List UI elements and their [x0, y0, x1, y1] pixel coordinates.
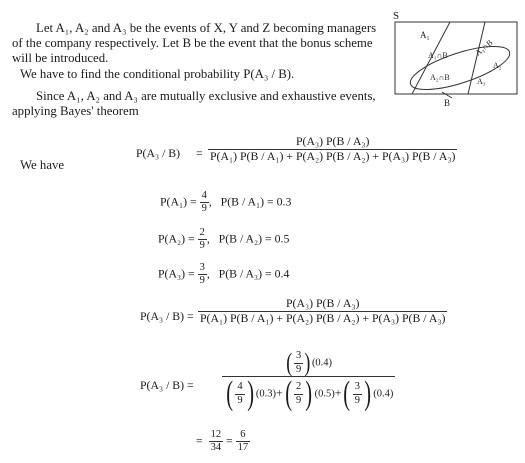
given-row-2: P(A₂) = $\frac{2}{9}$ , P(B / A₂) = 0.5 [158, 227, 290, 252]
sub-plus-1: + [276, 385, 283, 400]
given-1-p: P(A₁) = [160, 194, 197, 209]
venn-a1b-label: A₁∩B [428, 51, 448, 60]
result-f1-den: 34 [210, 442, 222, 454]
venn-a2b-label: A₂∩B [430, 73, 450, 82]
given-1-cond: P(B / A₁) = 0.3 [220, 194, 292, 209]
sub-plus-2: + [334, 385, 342, 400]
result-f2-num: 6 [240, 429, 246, 440]
we-have-label: We have [20, 158, 65, 172]
bayes2-formula [198, 297, 447, 325]
sub-t3-num: 3 [354, 381, 360, 393]
venn-a2-label: A₂ [493, 61, 502, 70]
sub-n-den: 9 [296, 363, 302, 375]
sub-t1-den: 9 [237, 394, 243, 406]
bayes2-lhs: P(A₃ / B) = [140, 309, 194, 323]
given-row-3: P(A₃) = $\frac{3}{9}$ , P(B / A₃) = 0.4 [158, 262, 290, 287]
result-line [196, 429, 250, 454]
result-equals: = [196, 433, 203, 448]
sub-t2-den: 9 [296, 394, 302, 406]
intro-line-6: applying Bayes' theorem [12, 104, 139, 118]
venn-s-label: S [393, 10, 400, 22]
bayes-lhs: P(A₃ / B) [136, 146, 181, 160]
venn-a3-label: A₃ [477, 77, 486, 86]
sub-t2-num: 2 [296, 381, 302, 393]
given-2-p: P(A₂) = [158, 231, 195, 246]
sub-lhs: P(A₃ / B) = [140, 378, 194, 392]
bayes-denominator: P(A₁) P(B / A₁) + P(A₂) P(B / A₂) + P(A₃) P(B / A₃) [210, 148, 456, 163]
result-f1-num: 12 [210, 429, 222, 440]
sub-t3-val: (0.4) [373, 388, 394, 400]
sub-denominator: ( $\frac{4}{9}$ ) (0.3)+ ( $\frac{2}{9}$ ) (0.5)+ ( $\frac{3}{9}$ ) (0.4) [222, 376, 395, 411]
venn-a3b-label: A₃∩B [473, 37, 495, 58]
bayes-numerator: P(A₃) P(B / A₃) [295, 134, 370, 148]
result-f2-den: 17 [237, 442, 249, 454]
given-3-num: 3 [199, 262, 205, 273]
venn-b-label: B [444, 98, 451, 108]
given-3-cond: P(B / A₃) = 0.4 [218, 266, 290, 281]
sub-numerator: ( $\frac{3}{9}$ ) (0.4) [286, 348, 333, 377]
intro-line-5: Since A₁, A₂ and A₃ are mutually exclusive and exhaustive events, [36, 89, 376, 103]
sub-n-val: (0.4) [311, 357, 333, 369]
sub-t1-num: 4 [237, 381, 243, 393]
given-2-cond: P(B / A₂) = 0.5 [218, 231, 290, 246]
given-1-den: 9 [201, 203, 207, 215]
venn-a1-label: A₁ [420, 30, 430, 40]
sub-t3-den: 9 [354, 394, 360, 406]
given-3-p: P(A₃) = [158, 266, 195, 281]
bayes-equals: = [196, 146, 203, 160]
intro-line-1: Let A₁, A₂ and A₃ be the events of X, Y and Z becoming managers [36, 21, 377, 35]
given-row-1: P(A₁) = $\frac{4}{9}$ , P(B / A₁) = 0.3 [160, 190, 292, 215]
intro-line-4: We have to find the conditional probability P(A₃ / B). [20, 67, 295, 81]
given-1-num: 4 [201, 190, 207, 201]
sub-t1-val: (0.3) [255, 388, 277, 400]
venn-diagram [390, 8, 522, 112]
intro-line-2: of the company respectively. Let B be the event that the bonus scheme [12, 36, 373, 50]
bayes2-denominator: P(A₁) P(B / A₁) + P(A₂) P(B / A₂) + P(A₃) P(B / A₃) [200, 310, 446, 325]
given-3-den: 9 [199, 275, 205, 287]
intro-line-3: will be introduced. [12, 51, 109, 65]
sub-t2-val: (0.5) [314, 388, 335, 400]
sample-space-rect [395, 22, 517, 94]
given-2-num: 2 [199, 227, 205, 238]
given-2-den: 9 [199, 240, 205, 252]
bayes2-numerator: P(A₃) P(B / A₃) [285, 296, 360, 310]
bayes-formula [208, 135, 457, 163]
sub-formula [222, 350, 395, 411]
result-mid-equals: = [226, 433, 233, 448]
sub-n-num: 3 [296, 350, 302, 362]
